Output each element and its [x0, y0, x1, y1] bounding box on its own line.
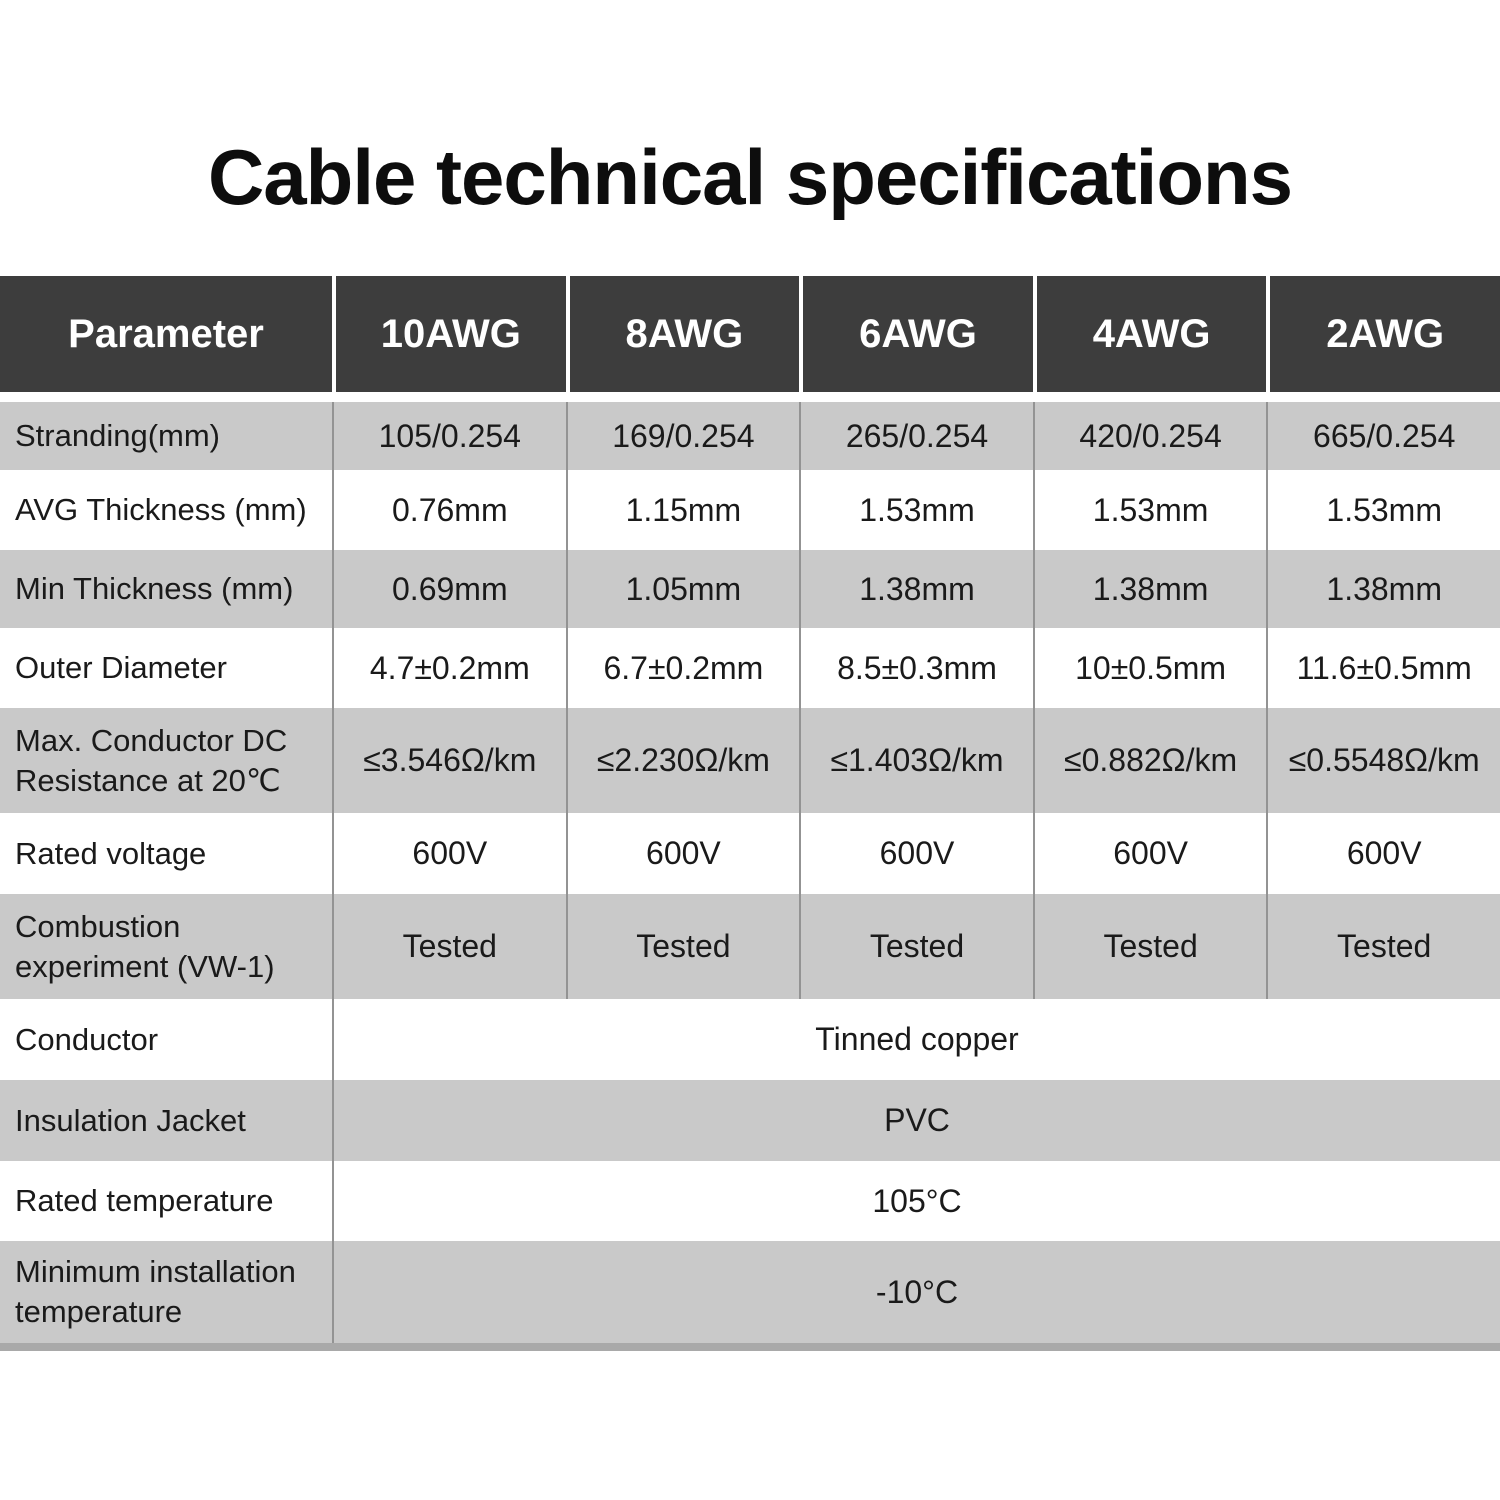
value-cell: ≤1.403Ω/km: [799, 708, 1033, 813]
table-header-row: [0, 276, 1500, 392]
value-cell: 169/0.254: [566, 402, 800, 470]
value-cell: 600V: [566, 813, 800, 894]
row-conductor: [0, 999, 1500, 1080]
row-label: Max. Conductor DC Resistance at 20℃: [15, 722, 288, 798]
row-label: Minimum installation temperature: [15, 1254, 296, 1329]
row-combustion: [0, 894, 1500, 999]
column-header-4awg: 4AWG: [1033, 276, 1267, 392]
value-cell: 1.05mm: [566, 550, 800, 628]
row-label: Insulation Jacket: [15, 1102, 246, 1138]
value-cell: 1.38mm: [1266, 550, 1500, 628]
value-cell: ≤3.546Ω/km: [332, 708, 566, 813]
value-cell: 420/0.254: [1033, 402, 1267, 470]
row-stranding: [0, 402, 1500, 470]
value-cell: 600V: [332, 813, 566, 894]
value-cell: Tested: [799, 894, 1033, 999]
column-header-8awg: 8AWG: [566, 276, 800, 392]
row-label: Min Thickness (mm): [15, 571, 294, 607]
value-cell: 105/0.254: [332, 402, 566, 470]
value-cell: Tested: [332, 894, 566, 999]
row-rated-temperature: [0, 1161, 1500, 1241]
value-cell: ≤0.5548Ω/km: [1266, 708, 1500, 813]
row-min-thickness: [0, 550, 1500, 628]
spec-table: [0, 276, 1500, 1351]
row-label: Rated voltage: [15, 835, 207, 871]
row-label: Combustion experiment (VW-1): [15, 908, 275, 984]
value-cell: 0.69mm: [332, 550, 566, 628]
value-cell: 265/0.254: [799, 402, 1033, 470]
value-cell: ≤2.230Ω/km: [566, 708, 800, 813]
row-label: Rated temperature: [15, 1183, 274, 1219]
value-cell: Tested: [1033, 894, 1267, 999]
value-cell: 1.15mm: [566, 470, 800, 550]
value-cell: 6.7±0.2mm: [566, 628, 800, 708]
value-cell: 665/0.254: [1266, 402, 1500, 470]
row-label: Stranding(mm): [15, 418, 220, 454]
row-label: Outer Diameter: [15, 650, 227, 686]
value-cell: 1.53mm: [799, 470, 1033, 550]
value-cell: 8.5±0.3mm: [799, 628, 1033, 708]
column-header-parameter: Parameter: [0, 276, 332, 392]
row-avg-thickness: [0, 470, 1500, 550]
merged-value-cell: Tinned copper: [332, 999, 1500, 1080]
row-dc-resistance: [0, 708, 1500, 813]
column-header-6awg: 6AWG: [799, 276, 1033, 392]
row-outer-diameter: [0, 628, 1500, 708]
value-cell: 4.7±0.2mm: [332, 628, 566, 708]
merged-value-cell: 105°C: [332, 1161, 1500, 1241]
value-cell: ≤0.882Ω/km: [1033, 708, 1267, 813]
column-header-2awg: 2AWG: [1266, 276, 1500, 392]
value-cell: 1.53mm: [1266, 470, 1500, 550]
value-cell: 11.6±0.5mm: [1266, 628, 1500, 708]
value-cell: Tested: [566, 894, 800, 999]
row-min-install-temperature: [0, 1241, 1500, 1343]
value-cell: 1.53mm: [1033, 470, 1267, 550]
page-title: Cable technical specifications: [207, 133, 1293, 221]
value-cell: 1.38mm: [1033, 550, 1267, 628]
value-cell: 1.38mm: [799, 550, 1033, 628]
merged-value-cell: -10°C: [332, 1241, 1500, 1343]
value-cell: 0.76mm: [332, 470, 566, 550]
merged-value-cell: PVC: [332, 1080, 1500, 1161]
value-cell: 600V: [1266, 813, 1500, 894]
row-rated-voltage: [0, 813, 1500, 894]
value-cell: 600V: [1033, 813, 1267, 894]
row-label: AVG Thickness (mm): [15, 492, 307, 528]
value-cell: Tested: [1266, 894, 1500, 999]
value-cell: 10±0.5mm: [1033, 628, 1267, 708]
table-bottom-border: [0, 1343, 1500, 1351]
row-label: Conductor: [15, 1021, 159, 1057]
value-cell: 600V: [799, 813, 1033, 894]
row-insulation-jacket: [0, 1080, 1500, 1161]
column-header-10awg: 10AWG: [332, 276, 566, 392]
